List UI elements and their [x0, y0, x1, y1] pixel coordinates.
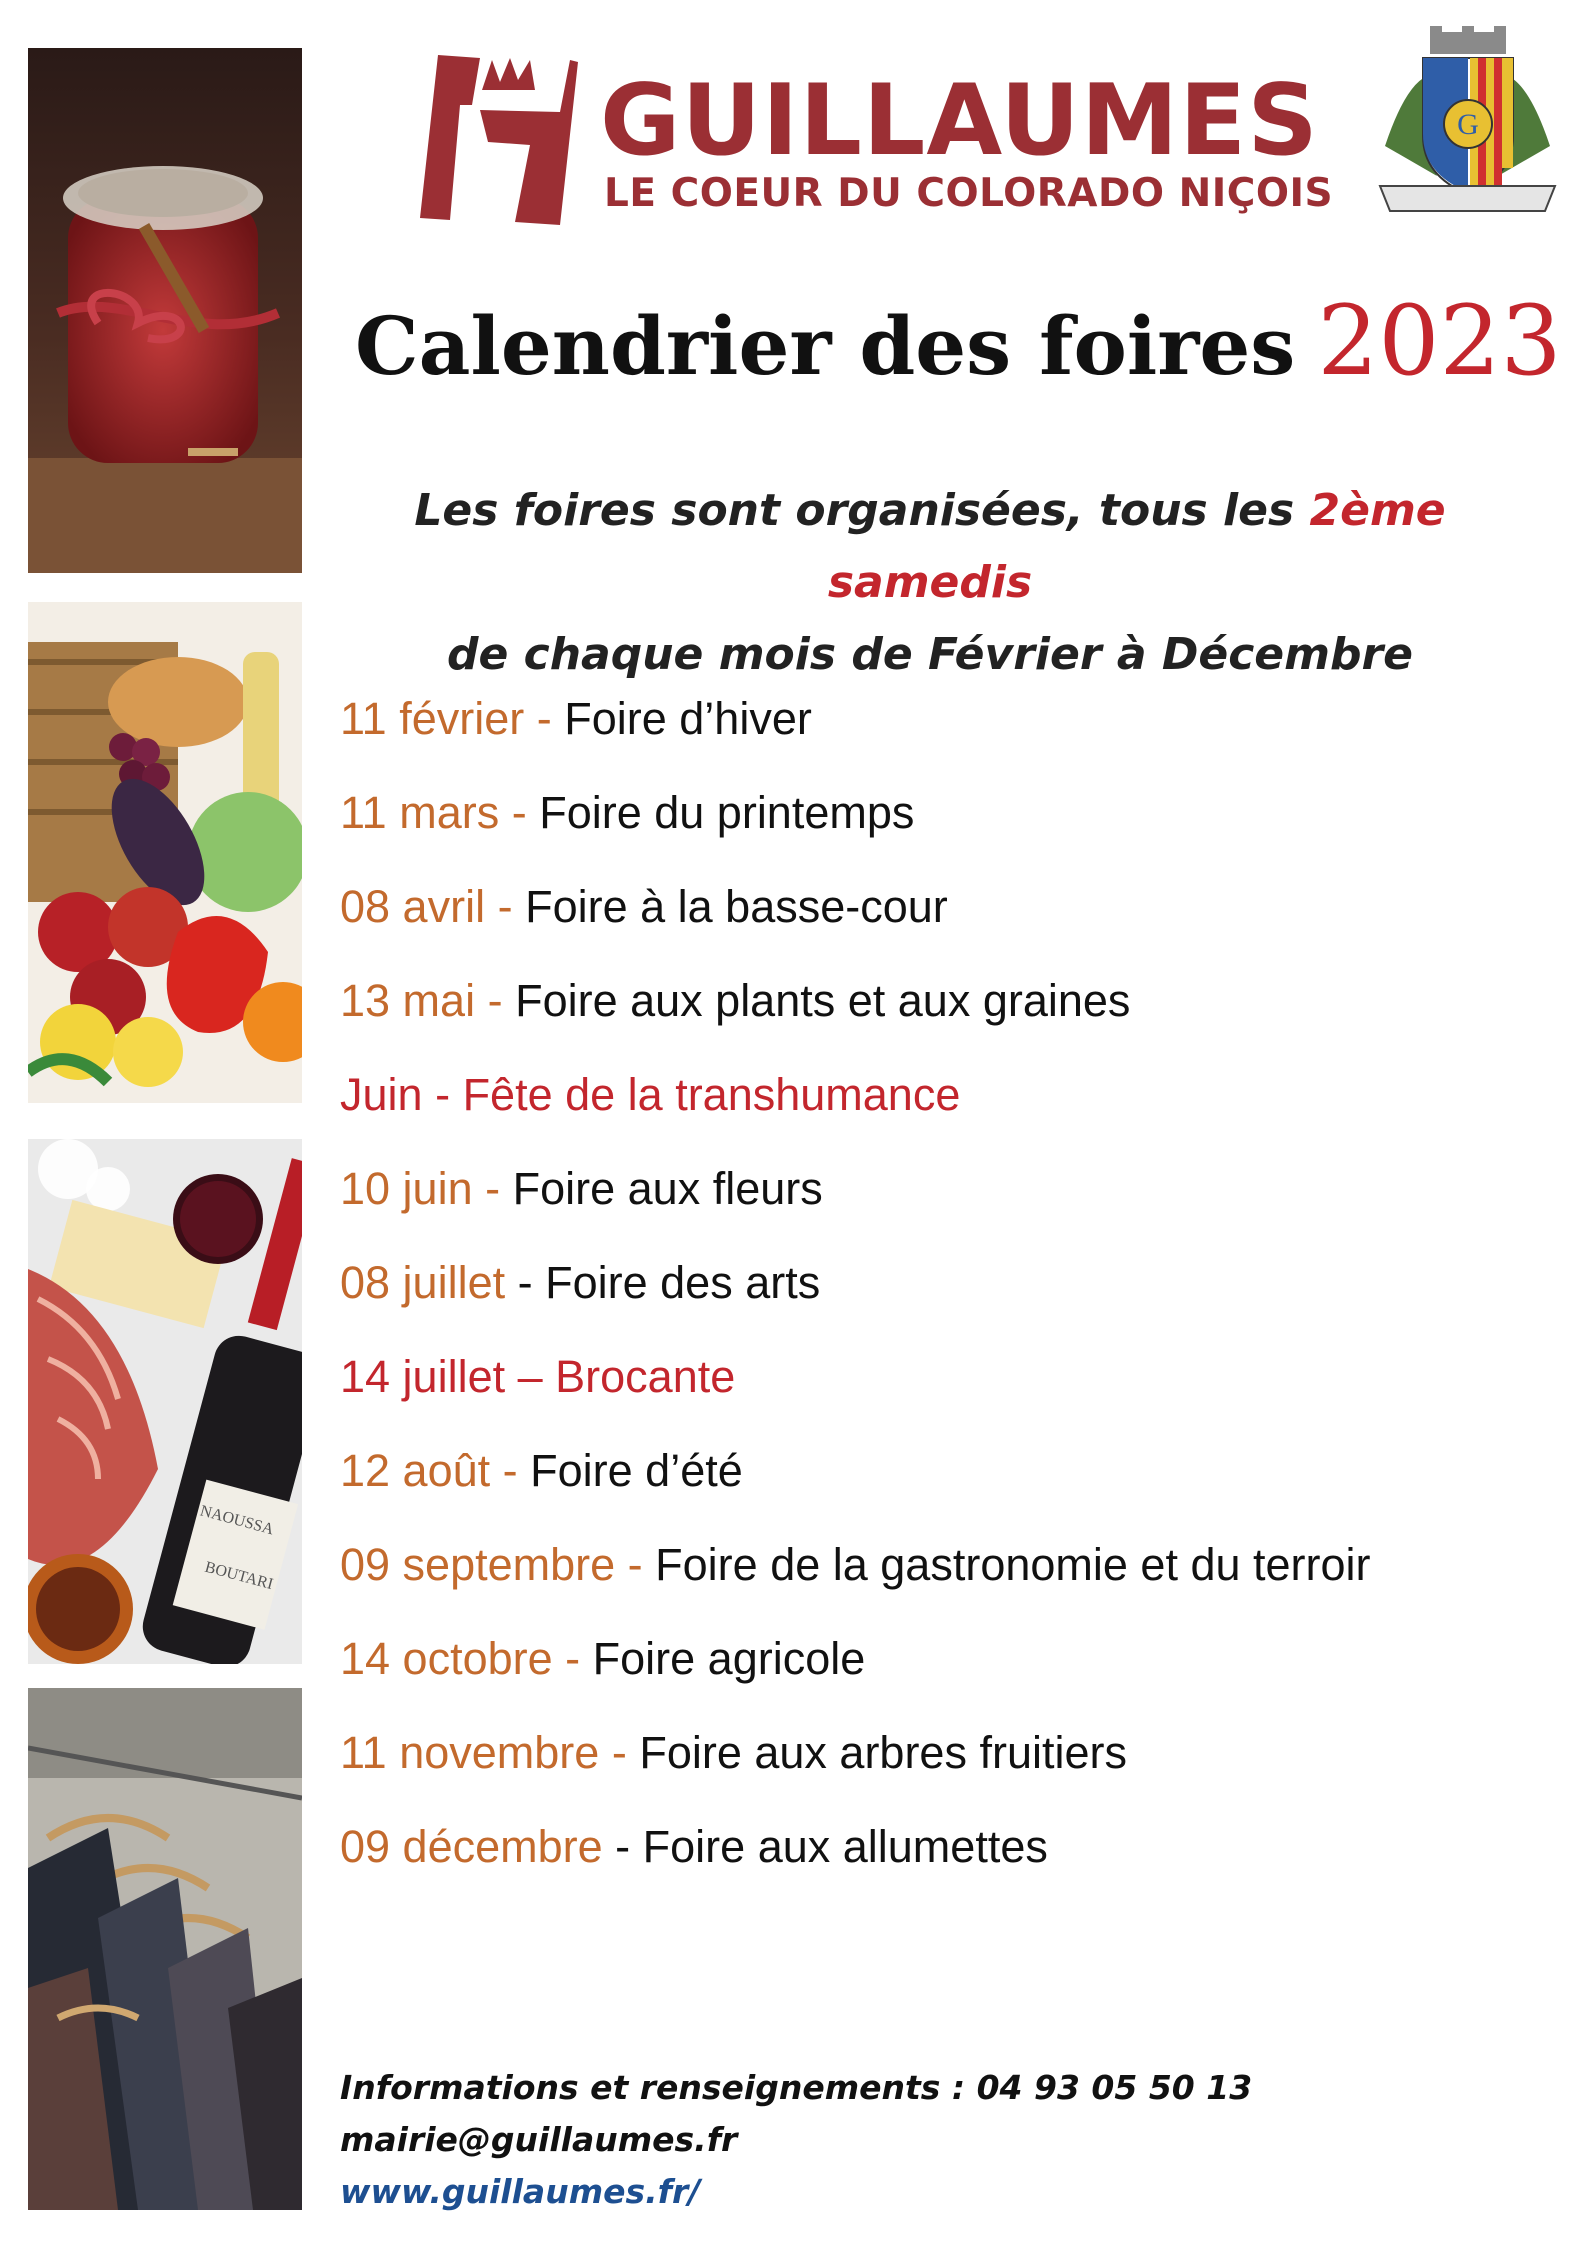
event-date: 11 mars: [340, 787, 500, 838]
event-date: Juin: [340, 1069, 423, 1120]
event-date: 14 octobre: [340, 1633, 553, 1684]
event-label: Foire des arts: [545, 1257, 821, 1308]
intro-line-1-prefix: Les foires sont organisées, tous les: [414, 485, 1310, 536]
brand-tagline: LE COEUR DU COLORADO NIÇOIS: [604, 171, 1334, 216]
event-item: [340, 871, 1570, 965]
event-item-highlight: [340, 1341, 1570, 1435]
event-separator: -: [602, 1821, 643, 1872]
page-title: [355, 285, 1575, 405]
event-item: [340, 1529, 1570, 1623]
event-date: 12 août: [340, 1445, 491, 1496]
event-label: Foire aux arbres fruitiers: [639, 1727, 1127, 1778]
municipal-coat-of-arms-icon: [1375, 26, 1560, 226]
event-separator: –: [505, 1351, 556, 1402]
website-link[interactable]: www.guillaumes.fr/: [340, 2172, 701, 2211]
event-item: [340, 965, 1570, 1059]
intro-line-1-accent: 2ème samedis: [827, 485, 1446, 608]
brand-logo: [420, 50, 1334, 230]
svg-text:NAOUSSA: NAOUSSA: [198, 1502, 276, 1539]
event-item: [340, 1435, 1570, 1529]
event-date: 09 décembre: [340, 1821, 603, 1872]
event-item: [340, 1717, 1570, 1811]
event-label: Foire aux allumettes: [642, 1821, 1048, 1872]
event-separator: -: [485, 881, 526, 932]
event-label: Foire agricole: [592, 1633, 866, 1684]
event-label: Foire de la gastronomie et du terroir: [655, 1539, 1371, 1590]
event-item: [340, 777, 1570, 871]
clothing-rack-photo: [28, 1688, 302, 2210]
event-item: [340, 1811, 1570, 1905]
event-label: Foire à la basse-cour: [525, 881, 948, 932]
page-title-year: 2023: [1317, 285, 1562, 397]
event-separator: -: [422, 1069, 463, 1120]
event-date: 08 avril: [340, 881, 486, 932]
event-date: 11 novembre: [340, 1727, 600, 1778]
event-label: Brocante: [555, 1351, 736, 1402]
event-separator: -: [499, 787, 540, 838]
event-label: Foire aux plants et aux graines: [515, 975, 1131, 1026]
tower-logo-icon: [420, 50, 580, 225]
event-separator: -: [505, 1257, 546, 1308]
event-separator: -: [615, 1539, 656, 1590]
event-label: Foire d’hiver: [564, 693, 812, 744]
event-item: [340, 683, 1570, 777]
info-phone: Informations et renseignements : 04 93 05 50 13: [340, 2068, 1253, 2107]
event-list: [340, 683, 1570, 1905]
event-separator: -: [475, 975, 516, 1026]
event-separator: -: [552, 1633, 593, 1684]
brand-name: GUILLAUMES: [600, 64, 1319, 178]
intro-text: [330, 475, 1530, 691]
contact-info: [340, 2062, 1252, 2218]
event-item: [340, 1153, 1570, 1247]
intro-line-2: de chaque mois de Février à Décembre: [446, 629, 1414, 680]
charcuterie-wine-photo: [28, 1139, 302, 1664]
event-label: Fête de la transhumance: [462, 1069, 961, 1120]
event-separator: -: [490, 1445, 531, 1496]
event-date: 11 février: [340, 693, 525, 744]
event-separator: -: [472, 1163, 513, 1214]
event-date: 10 juin: [340, 1163, 473, 1214]
event-date: 13 mai: [340, 975, 476, 1026]
svg-text:BOUTARI: BOUTARI: [202, 1558, 275, 1594]
fruit-vegetable-basket-photo: [28, 602, 302, 1103]
event-label: Foire du printemps: [539, 787, 915, 838]
event-label: Foire aux fleurs: [512, 1163, 823, 1214]
jam-jar-photo: [28, 48, 302, 573]
event-separator: -: [524, 693, 565, 744]
event-item: [340, 1623, 1570, 1717]
event-date: 14 juillet: [340, 1351, 506, 1402]
event-item-highlight: [340, 1059, 1570, 1153]
event-label: Foire d’été: [530, 1445, 743, 1496]
crest-initial: G: [1457, 108, 1479, 141]
event-date: 09 septembre: [340, 1539, 616, 1590]
intro-line-1: [330, 475, 1530, 619]
event-date: 08 juillet: [340, 1257, 506, 1308]
page-title-text: Calendrier des foires: [355, 299, 1296, 393]
event-separator: -: [599, 1727, 640, 1778]
contact-email-link[interactable]: mairie@guillaumes.fr: [340, 2120, 738, 2159]
event-item: [340, 1247, 1570, 1341]
